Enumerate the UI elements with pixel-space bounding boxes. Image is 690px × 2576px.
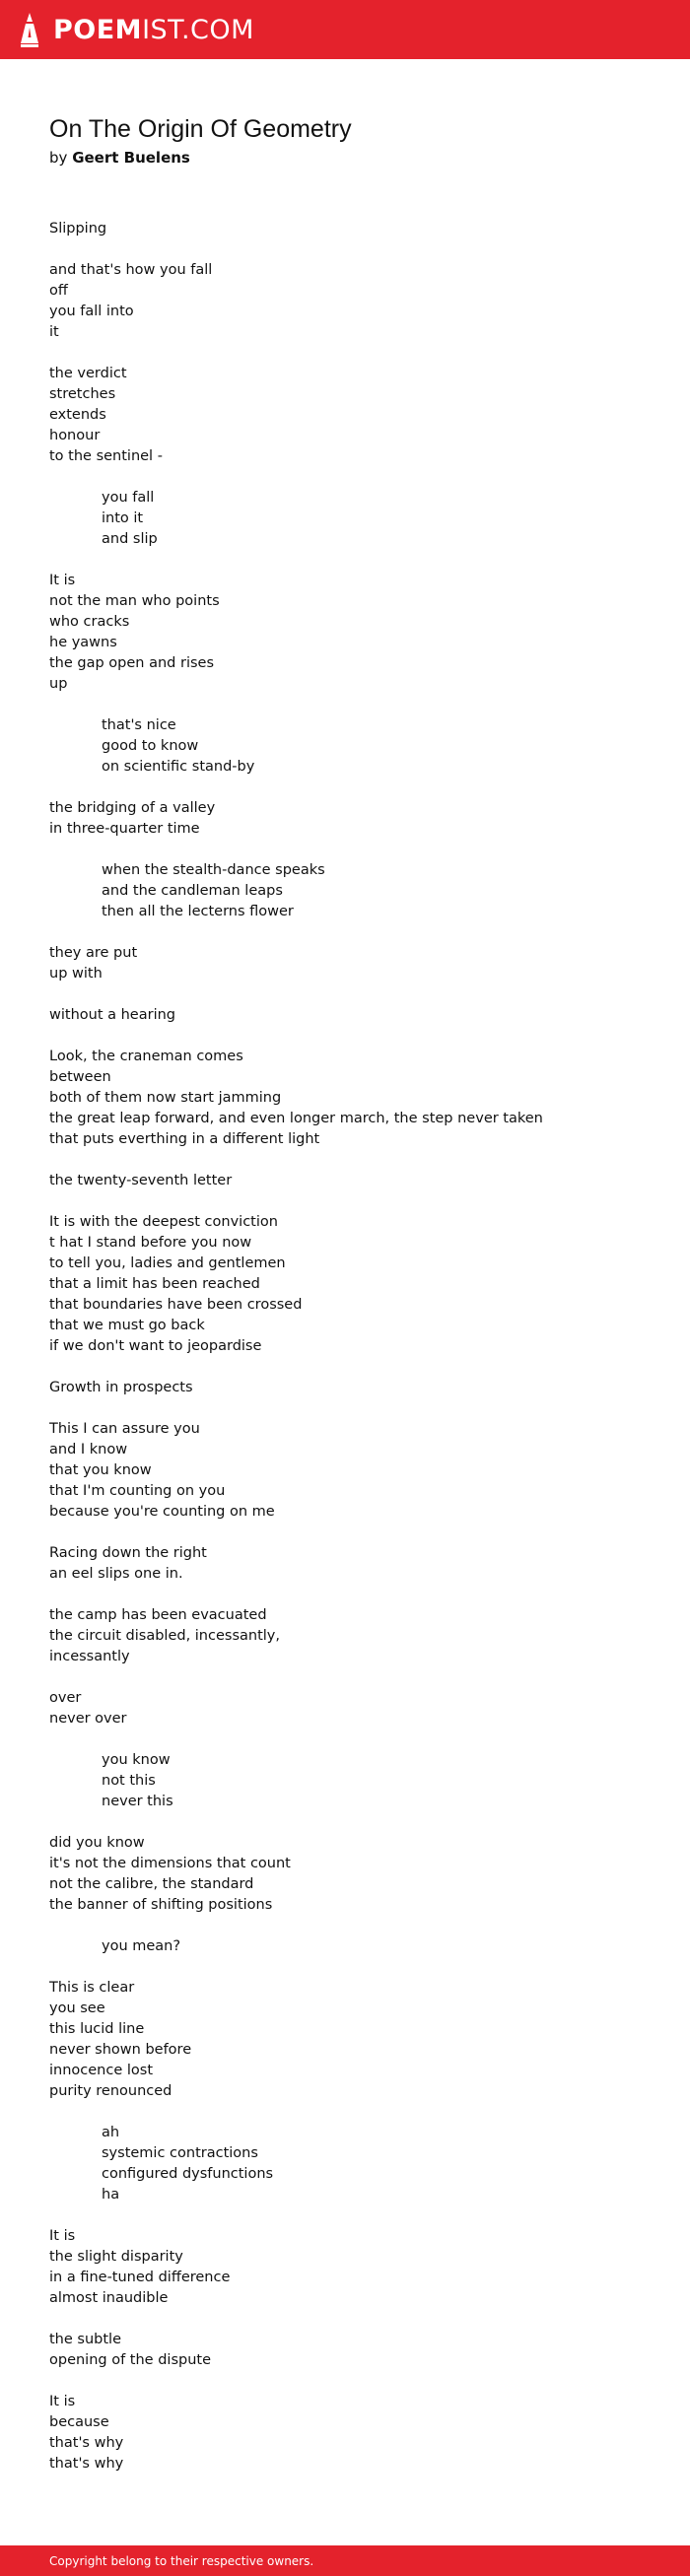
poem-line: because you're counting on me — [49, 1504, 275, 1520]
poem-line: the bridging of a valley — [49, 800, 216, 816]
poem-line: and that's how you fall — [49, 262, 213, 278]
poem-line: up with — [49, 966, 103, 982]
poem-line: stretches — [49, 386, 116, 402]
site-header — [0, 0, 690, 59]
poem-line: This is clear — [49, 1980, 135, 1996]
poem-line: he yawns — [49, 635, 117, 650]
poem-line: you see — [49, 2000, 105, 2016]
poem-stanza — [49, 1833, 660, 1916]
poem-line: who cracks — [49, 614, 130, 630]
poem-line: you mean? — [102, 1938, 181, 1954]
by-label: by — [49, 149, 68, 167]
poem-line: that a limit has been reached — [49, 1276, 260, 1292]
poem-line: if we don't want to jeopardise — [49, 1338, 262, 1354]
poem-stanza — [49, 798, 660, 840]
poem-line: to tell you, ladies and gentlemen — [49, 1255, 286, 1271]
poem-stanza — [49, 1005, 660, 1026]
poem-line: and I know — [49, 1442, 128, 1457]
poem-line: ha — [102, 2187, 120, 2203]
poem-stanza — [49, 860, 660, 922]
poem-line: never shown before — [49, 2042, 192, 2058]
poem-line: Slipping — [49, 221, 107, 237]
poem-line: then all the lecterns flower — [102, 904, 294, 919]
poem-line: never this — [102, 1794, 173, 1809]
byline — [49, 148, 660, 168]
poem-line: that puts everthing in a different light — [49, 1131, 320, 1147]
poem-line: ah — [102, 2125, 120, 2140]
poem-line: It is — [49, 573, 76, 588]
poem-line: Growth in prospects — [49, 1380, 193, 1395]
poem-line: It is — [49, 2228, 76, 2244]
poem-line: it's not the dimensions that count — [49, 1856, 291, 1871]
poem-stanza — [49, 2226, 660, 2309]
poem-line: the circuit disabled, incessantly, — [49, 1628, 280, 1644]
poem-line: that we must go back — [49, 1318, 205, 1333]
poem-line: an eel slips one in. — [49, 1566, 183, 1582]
poem-line: in three-quarter time — [49, 821, 200, 837]
poem-line: it — [49, 324, 59, 340]
poem-stanza — [49, 1047, 660, 1150]
poem-title: On The Origin Of Geometry — [49, 115, 352, 143]
poem-line: the camp has been evacuated — [49, 1607, 267, 1623]
poem-line: incessantly — [49, 1649, 130, 1664]
poem-line: both of them now start jamming — [49, 1090, 282, 1106]
poem-line: up — [49, 676, 68, 692]
poem-stanza — [49, 1978, 660, 2102]
poem-line: when the stealth-dance speaks — [102, 862, 325, 878]
poem-stanza — [49, 1419, 660, 1523]
site-footer — [0, 2545, 690, 2576]
poem-line: to the sentinel - — [49, 448, 163, 464]
poem-stanza — [49, 1936, 660, 1957]
poem-stanza — [49, 1543, 660, 1585]
poem-line: they are put — [49, 945, 138, 961]
poem-line: systemic contractions — [102, 2145, 258, 2161]
poem-line: Racing down the right — [49, 1545, 207, 1561]
poem-line: the banner of shifting positions — [49, 1897, 273, 1913]
poem-stanza — [49, 364, 660, 467]
poem-stanza — [49, 943, 660, 984]
poem-line: the great leap forward, and even longer march, the step never taken — [49, 1111, 543, 1126]
poem-line: the subtle — [49, 2332, 121, 2347]
poem-line: configured dysfunctions — [102, 2166, 274, 2182]
poem-line: purity renounced — [49, 2083, 172, 2099]
poem-line: almost inaudible — [49, 2290, 169, 2306]
poem-line: you know — [102, 1752, 171, 1768]
poem-line: good to know — [102, 738, 199, 754]
poem-stanza — [49, 488, 660, 550]
pen-nib-logo-icon[interactable] — [18, 11, 41, 48]
poem-stanza — [49, 571, 660, 695]
poem-content — [49, 112, 660, 2495]
poem-line: t hat I stand before you now — [49, 1235, 252, 1251]
poem-line: the twenty-seventh letter — [49, 1173, 233, 1188]
poem-stanza — [49, 219, 660, 239]
poem-line: off — [49, 283, 68, 299]
poem-line: the slight disparity — [49, 2249, 183, 2265]
poem-line: on scientific stand-by — [102, 759, 255, 775]
poem-line: you fall — [102, 490, 155, 506]
poem-line: opening of the dispute — [49, 2352, 211, 2368]
brand-strong: POEM — [53, 14, 143, 45]
poem-line: never over — [49, 1711, 127, 1727]
poem-line: into it — [102, 510, 144, 526]
poem-line: honour — [49, 428, 101, 443]
poem-line: not this — [102, 1773, 156, 1789]
poem-line: over — [49, 1690, 82, 1706]
poem-line: that's nice — [102, 717, 176, 733]
poem-line: innocence lost — [49, 2063, 154, 2078]
poem-line: This I can assure you — [49, 1421, 200, 1437]
poem-line: because — [49, 2414, 109, 2430]
poem-line: in a fine-tuned difference — [49, 2270, 231, 2285]
poem-line: It is — [49, 2394, 76, 2409]
poem-body — [49, 219, 660, 2474]
poem-stanza — [49, 2123, 660, 2205]
poem-line: extends — [49, 407, 106, 423]
poem-line: that's why — [49, 2456, 124, 2472]
poem-line: between — [49, 1069, 111, 1085]
poem-line: the gap open and rises — [49, 655, 215, 671]
poem-line: It is with the deepest conviction — [49, 1214, 278, 1230]
author-name: Geert Buelens — [72, 149, 190, 167]
poem-stanza — [49, 1750, 660, 1812]
poem-stanza — [49, 1378, 660, 1398]
poem-stanza — [49, 1605, 660, 1667]
poem-line: you fall into — [49, 304, 134, 319]
poem-line: the verdict — [49, 366, 127, 381]
poem-line: not the man who points — [49, 593, 220, 609]
poem-line: without a hearing — [49, 1007, 175, 1023]
poem-line: this lucid line — [49, 2021, 145, 2037]
poem-line: and slip — [102, 531, 158, 547]
poem-line: not the calibre, the standard — [49, 1876, 254, 1892]
poem-stanza — [49, 715, 660, 778]
poem-stanza — [49, 1688, 660, 1729]
poem-stanza — [49, 2330, 660, 2371]
copyright-text: Copyright belong to their respective owners. — [49, 2553, 314, 2568]
brand-light: IST.COM — [142, 14, 254, 45]
poem-line: did you know — [49, 1835, 145, 1851]
site-logo-text[interactable] — [53, 14, 254, 45]
poem-line: Look, the craneman comes — [49, 1049, 243, 1064]
poem-stanza — [49, 2392, 660, 2474]
poem-stanza — [49, 260, 660, 343]
poem-line: that boundaries have been crossed — [49, 1297, 303, 1313]
poem-line: that I'm counting on you — [49, 1483, 226, 1499]
poem-stanza — [49, 1171, 660, 1191]
poem-line: and the candleman leaps — [102, 883, 283, 899]
poem-line: that you know — [49, 1462, 152, 1478]
poem-line: that's why — [49, 2435, 124, 2451]
poem-stanza — [49, 1212, 660, 1357]
